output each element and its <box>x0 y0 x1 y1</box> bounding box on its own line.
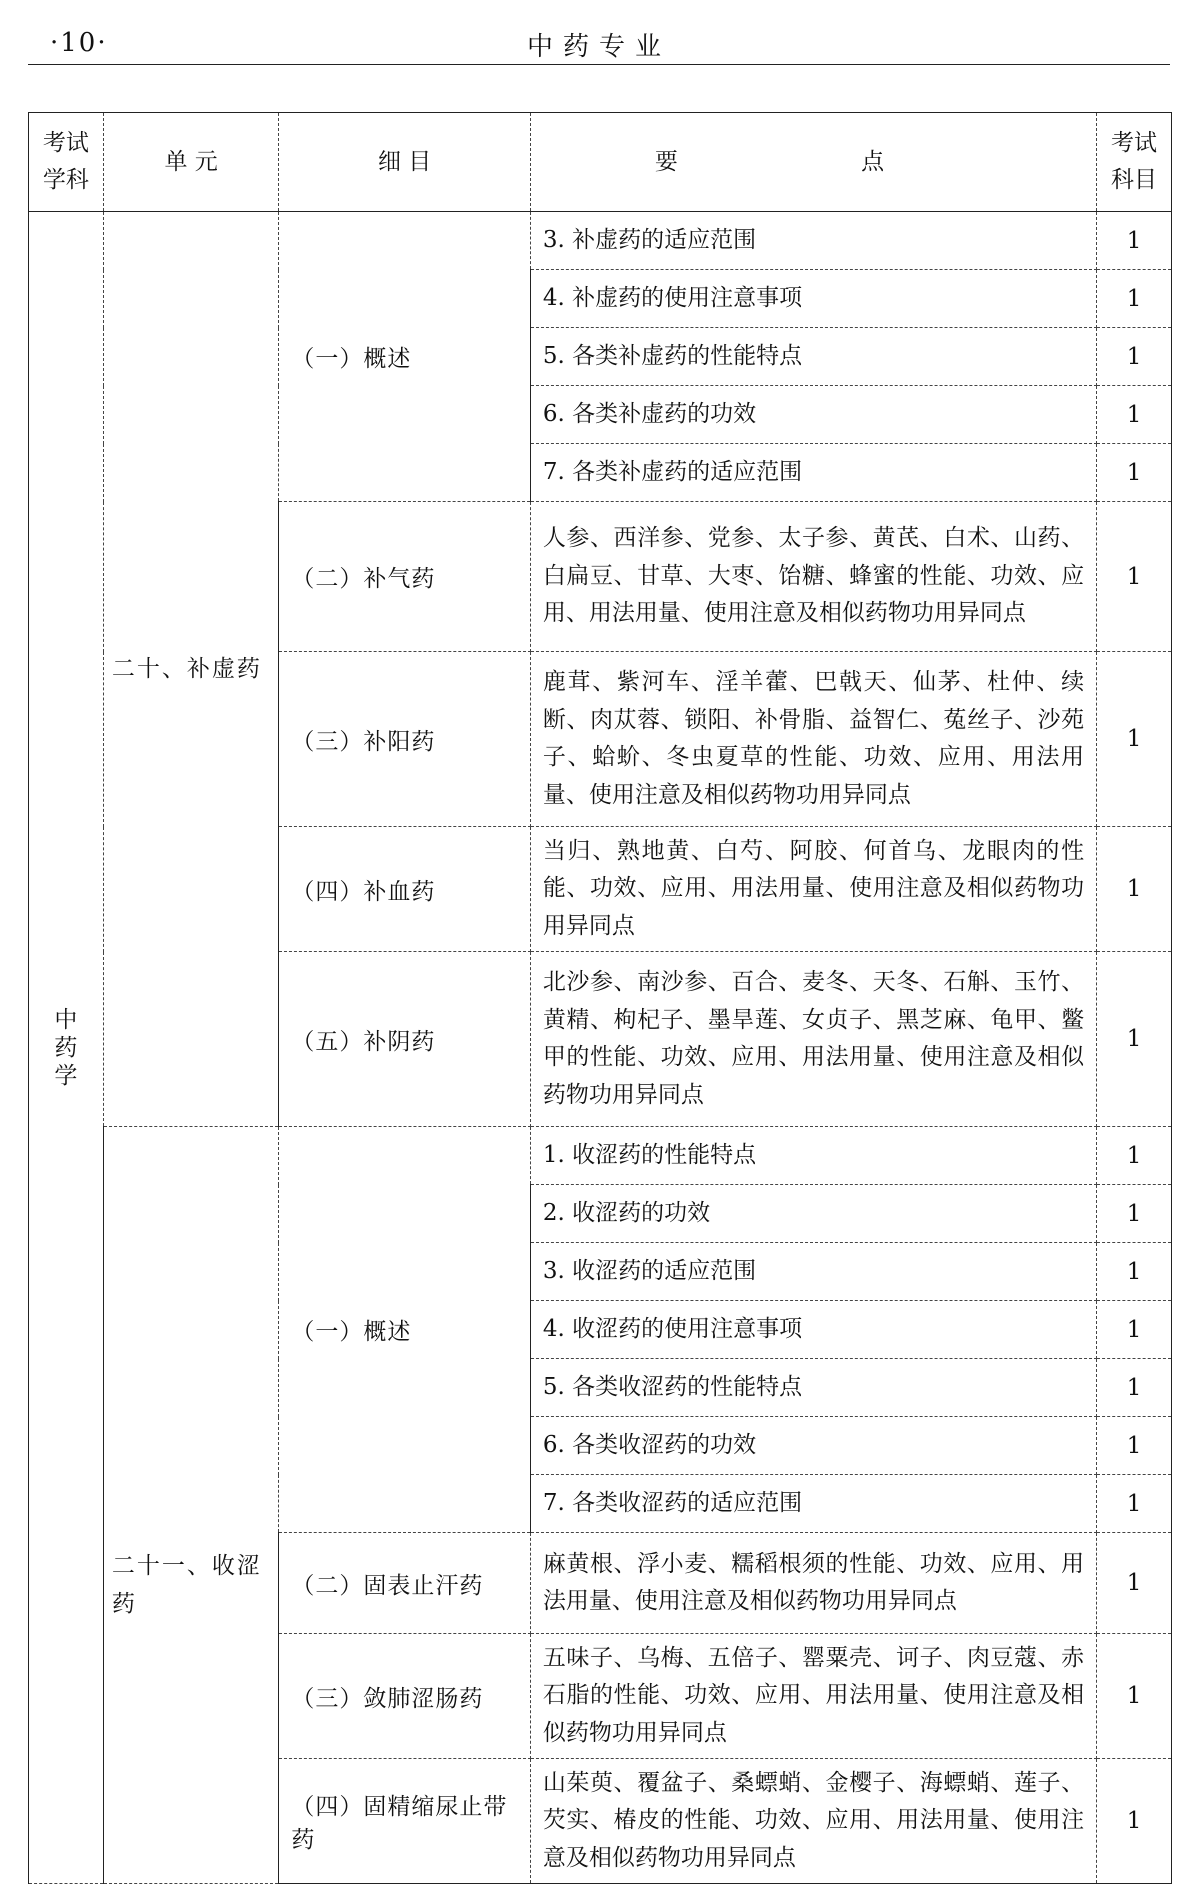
exam-level-cell: 1 <box>1097 1533 1172 1634</box>
exam-level-cell: 1 <box>1097 1634 1172 1759</box>
page-header <box>28 24 1170 64</box>
exam-level-cell: 1 <box>1097 1185 1172 1243</box>
exam-level-cell: 1 <box>1097 1127 1172 1185</box>
column-header-subject: 考试学科 <box>29 113 104 212</box>
point-cell: 人参、西洋参、党参、太子参、黄芪、白术、山药、白扁豆、甘草、大枣、饴糖、蜂蜜的性能、功效、应用、用法用量、使用注意及相似药物功用异同点 <box>530 502 1096 652</box>
point-cell: 麻黄根、浮小麦、糯稻根须的性能、功效、应用、用法用量、使用注意及相似药物功用异同点 <box>530 1533 1096 1634</box>
detail-cell: （一）概述 <box>279 1127 531 1533</box>
subject-cell: 中药学 <box>29 212 104 1884</box>
point-cell: 2. 收涩药的功效 <box>530 1185 1096 1243</box>
unit-cell: 二十一、收涩药 <box>103 1127 278 1884</box>
detail-cell: （二）固表止汗药 <box>279 1533 531 1634</box>
point-cell: 5. 各类补虚药的性能特点 <box>530 328 1096 386</box>
column-header-exam-subject: 考试科目 <box>1097 113 1172 212</box>
header-divider <box>28 64 1170 65</box>
exam-level-cell: 1 <box>1097 270 1172 328</box>
exam-level-cell: 1 <box>1097 1359 1172 1417</box>
point-cell: 当归、熟地黄、白芍、阿胶、何首乌、龙眼肉的性能、功效、应用、用法用量、使用注意及相似药物功用异同点 <box>530 827 1096 952</box>
point-cell: 6. 各类收涩药的功效 <box>530 1417 1096 1475</box>
point-cell: 鹿茸、紫河车、淫羊藿、巴戟天、仙茅、杜仲、续断、肉苁蓉、锁阳、补骨脂、益智仁、菟丝子、沙苑子、蛤蚧、冬虫夏草的性能、功效、应用、用法用量、使用注意及相似药物功用异同点 <box>530 652 1096 827</box>
exam-level-cell: 1 <box>1097 1301 1172 1359</box>
page-number: ·10· <box>50 28 108 58</box>
exam-level-cell: 1 <box>1097 952 1172 1127</box>
exam-level-cell: 1 <box>1097 444 1172 502</box>
detail-cell: （三）敛肺涩肠药 <box>279 1634 531 1759</box>
exam-level-cell: 1 <box>1097 328 1172 386</box>
point-cell: 7. 各类补虚药的适应范围 <box>530 444 1096 502</box>
point-cell: 五味子、乌梅、五倍子、罂粟壳、诃子、肉豆蔻、赤石脂的性能、功效、应用、用法用量、使用注意及相似药物功用异同点 <box>530 1634 1096 1759</box>
point-cell: 3. 补虚药的适应范围 <box>530 212 1096 270</box>
detail-cell: （五）补阴药 <box>279 952 531 1127</box>
point-cell: 1. 收涩药的性能特点 <box>530 1127 1096 1185</box>
point-cell: 6. 各类补虚药的功效 <box>530 386 1096 444</box>
exam-level-cell: 1 <box>1097 1759 1172 1884</box>
unit-cell: 二十、补虚药 <box>103 212 278 1127</box>
exam-level-cell: 1 <box>1097 1417 1172 1475</box>
detail-cell: （四）补血药 <box>279 827 531 952</box>
exam-level-cell: 1 <box>1097 386 1172 444</box>
table-row <box>29 212 1172 270</box>
point-cell: 山茱萸、覆盆子、桑螵蛸、金樱子、海螵蛸、莲子、芡实、椿皮的性能、功效、应用、用法用量、使用注意及相似药物功用异同点 <box>530 1759 1096 1884</box>
point-cell: 北沙参、南沙参、百合、麦冬、天冬、石斛、玉竹、黄精、枸杞子、墨旱莲、女贞子、黑芝麻、龟甲、鳖甲的性能、功效、应用、用法用量、使用注意及相似药物功用异同点 <box>530 952 1096 1127</box>
detail-cell: （二）补气药 <box>279 502 531 652</box>
table-row <box>29 1127 1172 1185</box>
column-header-detail: 细 目 <box>279 113 531 212</box>
exam-level-cell: 1 <box>1097 212 1172 270</box>
exam-level-cell: 1 <box>1097 1243 1172 1301</box>
syllabus-table <box>28 112 1172 1884</box>
column-header-unit: 单 元 <box>103 113 278 212</box>
point-cell: 3. 收涩药的适应范围 <box>530 1243 1096 1301</box>
running-title: 中药专业 <box>526 32 671 62</box>
point-cell: 5. 各类收涩药的性能特点 <box>530 1359 1096 1417</box>
point-cell: 4. 收涩药的使用注意事项 <box>530 1301 1096 1359</box>
exam-level-cell: 1 <box>1097 1475 1172 1533</box>
detail-cell: （一）概述 <box>279 212 531 502</box>
exam-level-cell: 1 <box>1097 827 1172 952</box>
column-header-point: 要 点 <box>530 113 1096 212</box>
point-cell: 4. 补虚药的使用注意事项 <box>530 270 1096 328</box>
table-header-row <box>29 113 1172 212</box>
detail-cell: （三）补阳药 <box>279 652 531 827</box>
point-cell: 7. 各类收涩药的适应范围 <box>530 1475 1096 1533</box>
exam-level-cell: 1 <box>1097 652 1172 827</box>
exam-level-cell: 1 <box>1097 502 1172 652</box>
detail-cell: （四）固精缩尿止带药 <box>279 1759 531 1884</box>
